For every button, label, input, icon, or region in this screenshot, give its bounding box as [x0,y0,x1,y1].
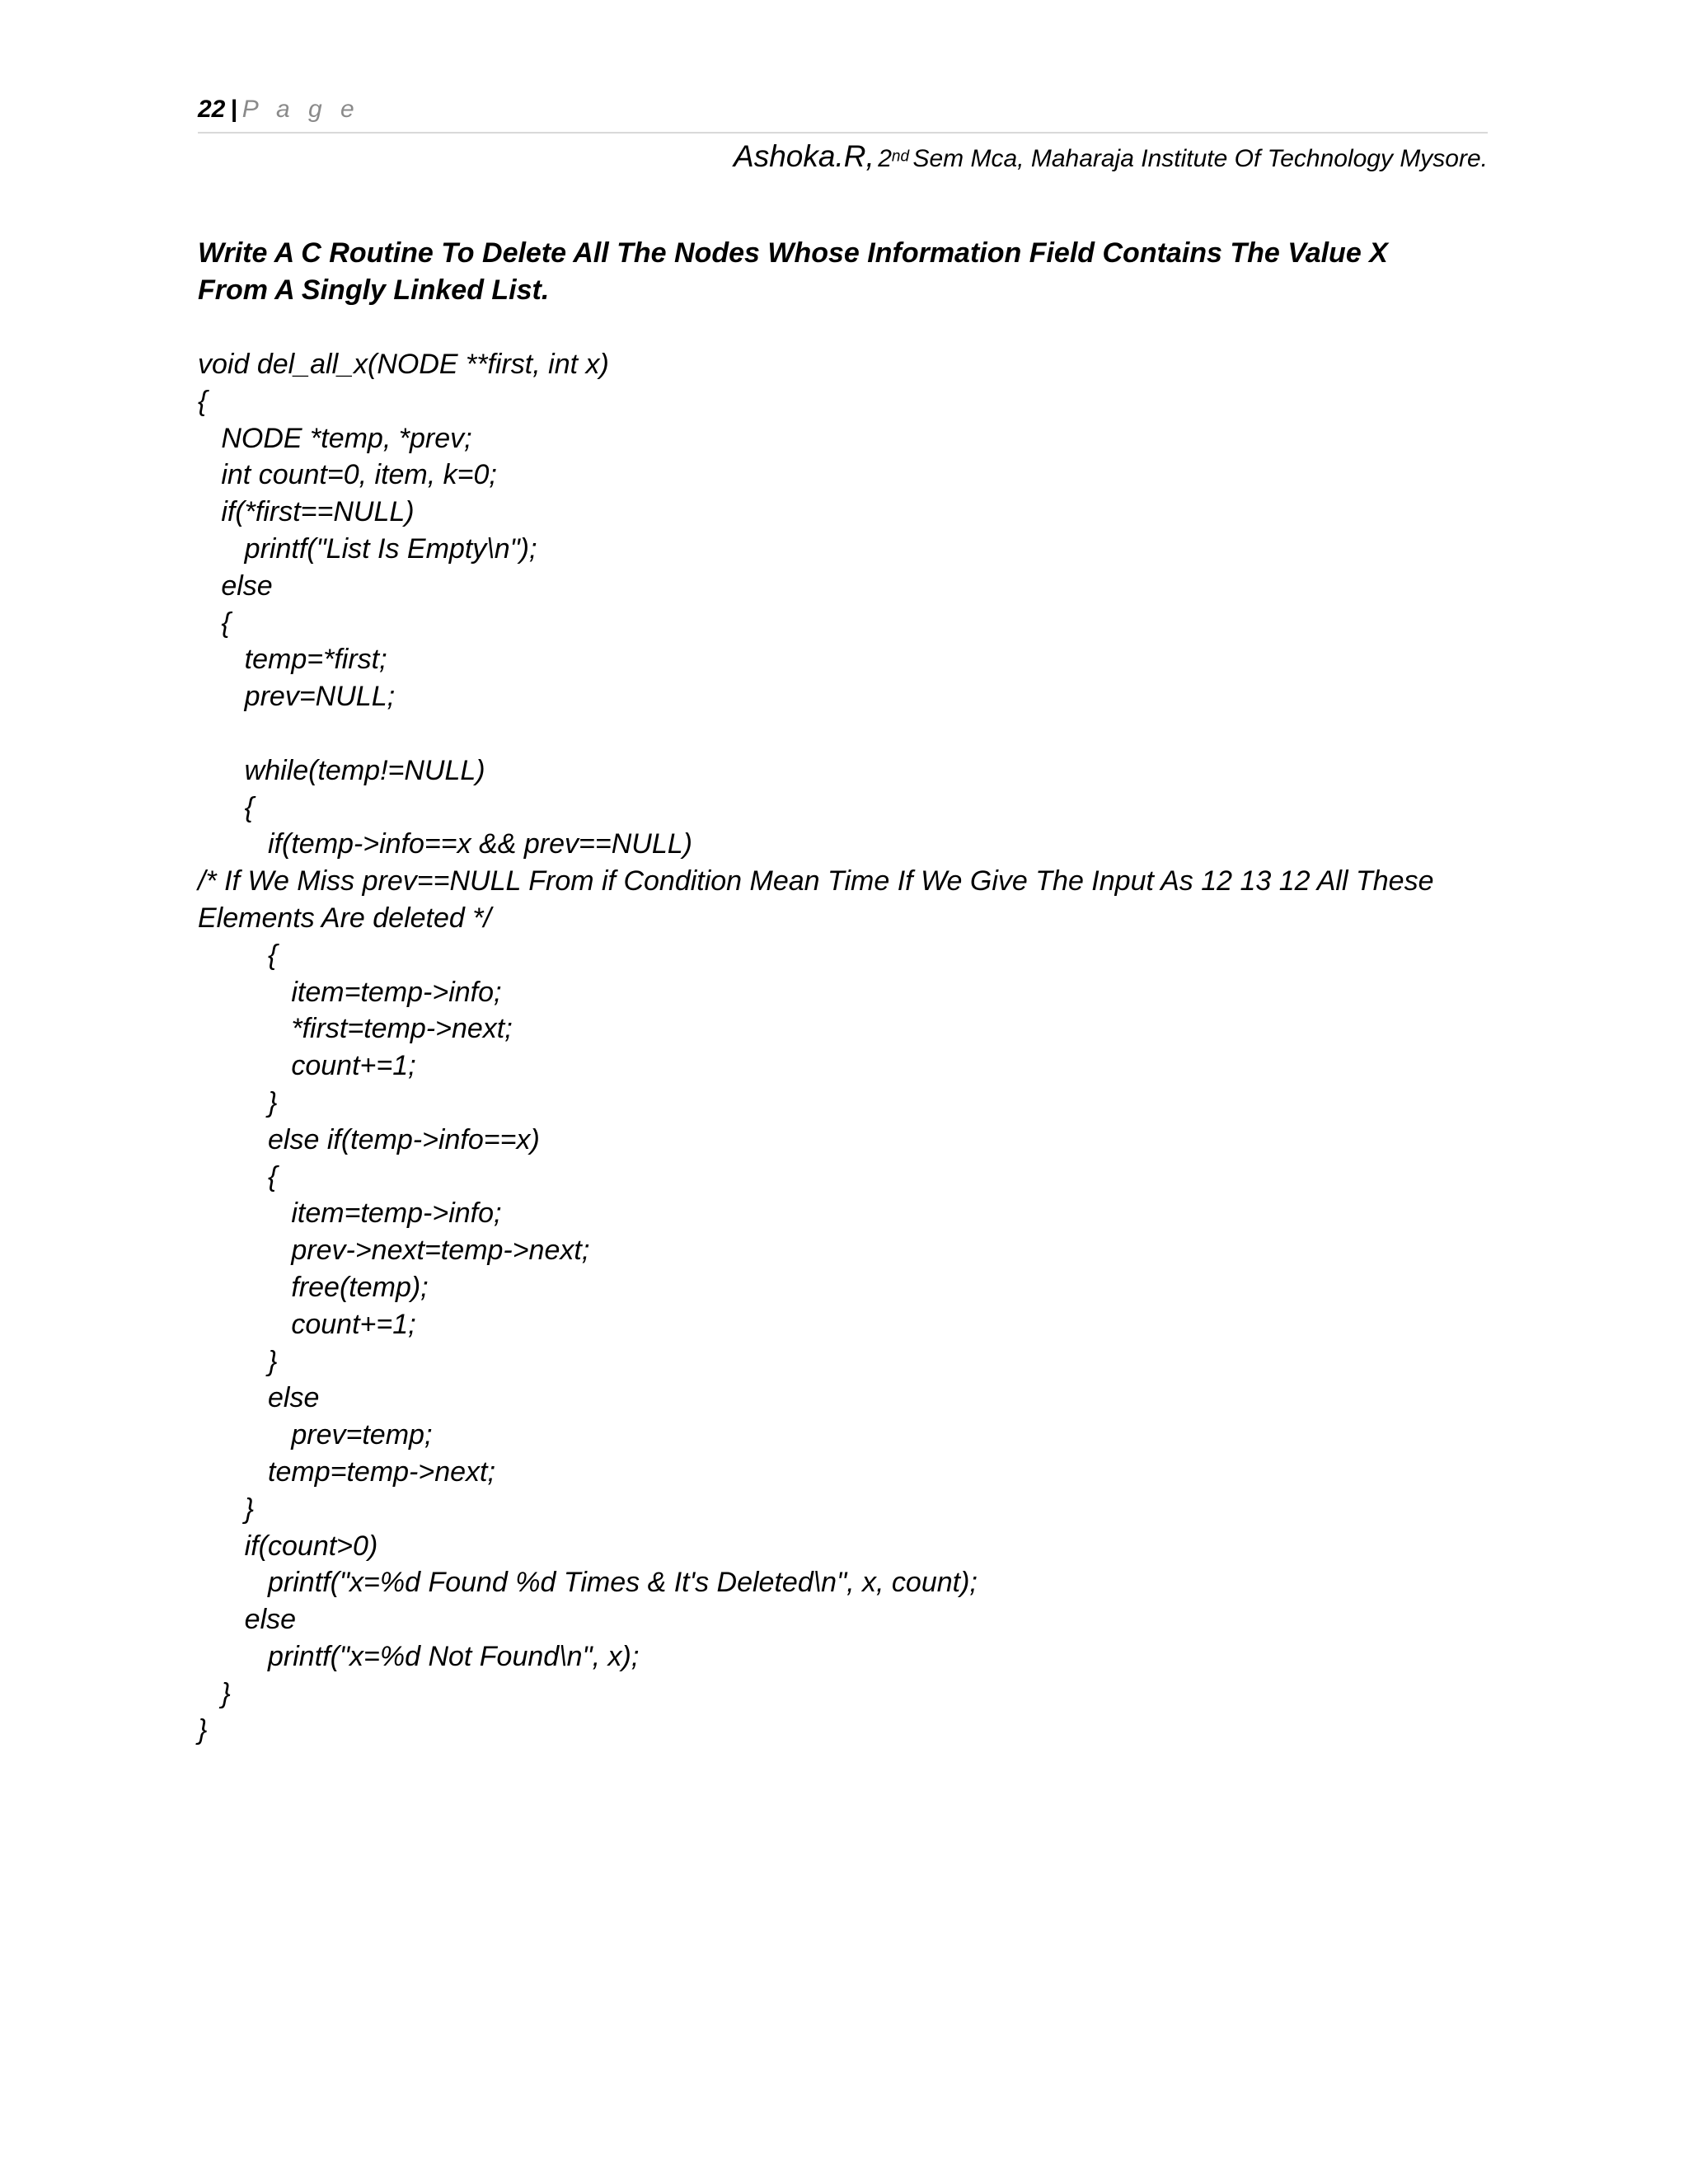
code-line: printf("x=%d Not Found\n", x); [198,1640,640,1672]
code-listing [198,346,1434,1749]
author-ordinal-suffix: nd [891,148,910,166]
code-line: if(temp->info==x && prev==NULL) [198,828,692,860]
code-line: } [198,1714,208,1746]
code-line: { [198,791,255,823]
header-divider [198,132,1488,134]
code-line: printf("List Is Empty\n"); [198,532,537,565]
code-line: free(temp); [198,1271,429,1303]
code-line: *first=temp->next; [198,1013,513,1045]
code-line: count+=1; [198,1308,416,1340]
code-line: /* If We Miss prev==NULL From if Condition Mean Time If We Give The Input As 12 13 12 All These [198,865,1434,898]
code-line: if(*first==NULL) [198,496,415,528]
code-line: { [198,1160,278,1193]
code-line: } [198,1345,278,1377]
code-line: int count=0, item, k=0; [198,459,497,491]
code-line: Elements Are deleted */ [198,902,491,934]
page-number [198,97,360,122]
section-title: Write A C Routine To Delete All The Nodes Whose Information Field Contains The Value X From A Singly Linked List. [198,237,1388,306]
code-line: item=temp->info; [198,1197,502,1230]
code-line: prev=NULL; [198,681,396,713]
code-line [198,715,1434,752]
code-line: void del_all_x(NODE **first, int x) [198,349,609,380]
code-line: } [198,1086,278,1118]
code-line: } [198,1677,231,1709]
code-line: NODE *temp, *prev; [198,422,472,454]
code-line: printf("x=%d Found %d Times & It's Deleted\n", x, count); [198,1567,978,1599]
code-line: { [198,385,208,417]
page-number-separator: | [230,96,237,123]
code-line: else [198,1604,297,1636]
code-line: if(count>0) [198,1530,378,1562]
code-line: else [198,569,273,602]
code-line: { [198,607,231,639]
author-line [734,137,1488,176]
code-line: temp=*first; [198,644,387,676]
code-line: prev=temp; [198,1419,433,1451]
code-line: else if(temp->info==x) [198,1123,540,1155]
page-number-value: 22 [198,96,226,123]
code-line: { [198,939,278,971]
author-name: Ashoka.R, [734,139,874,173]
code-line: else [198,1382,320,1414]
code-line: count+=1; [198,1050,416,1082]
code-line: } [198,1493,255,1525]
code-line: item=temp->info; [198,976,502,1008]
code-line: prev->next=temp->next; [198,1235,590,1267]
code-line: while(temp!=NULL) [198,754,485,786]
author-affiliation: Sem Mca, Maharaja Institute Of Technology Mysore. [912,145,1488,172]
author-ordinal: 2 [878,145,892,172]
code-line: temp=temp->next; [198,1455,495,1488]
page-word: P a g e [241,96,360,123]
